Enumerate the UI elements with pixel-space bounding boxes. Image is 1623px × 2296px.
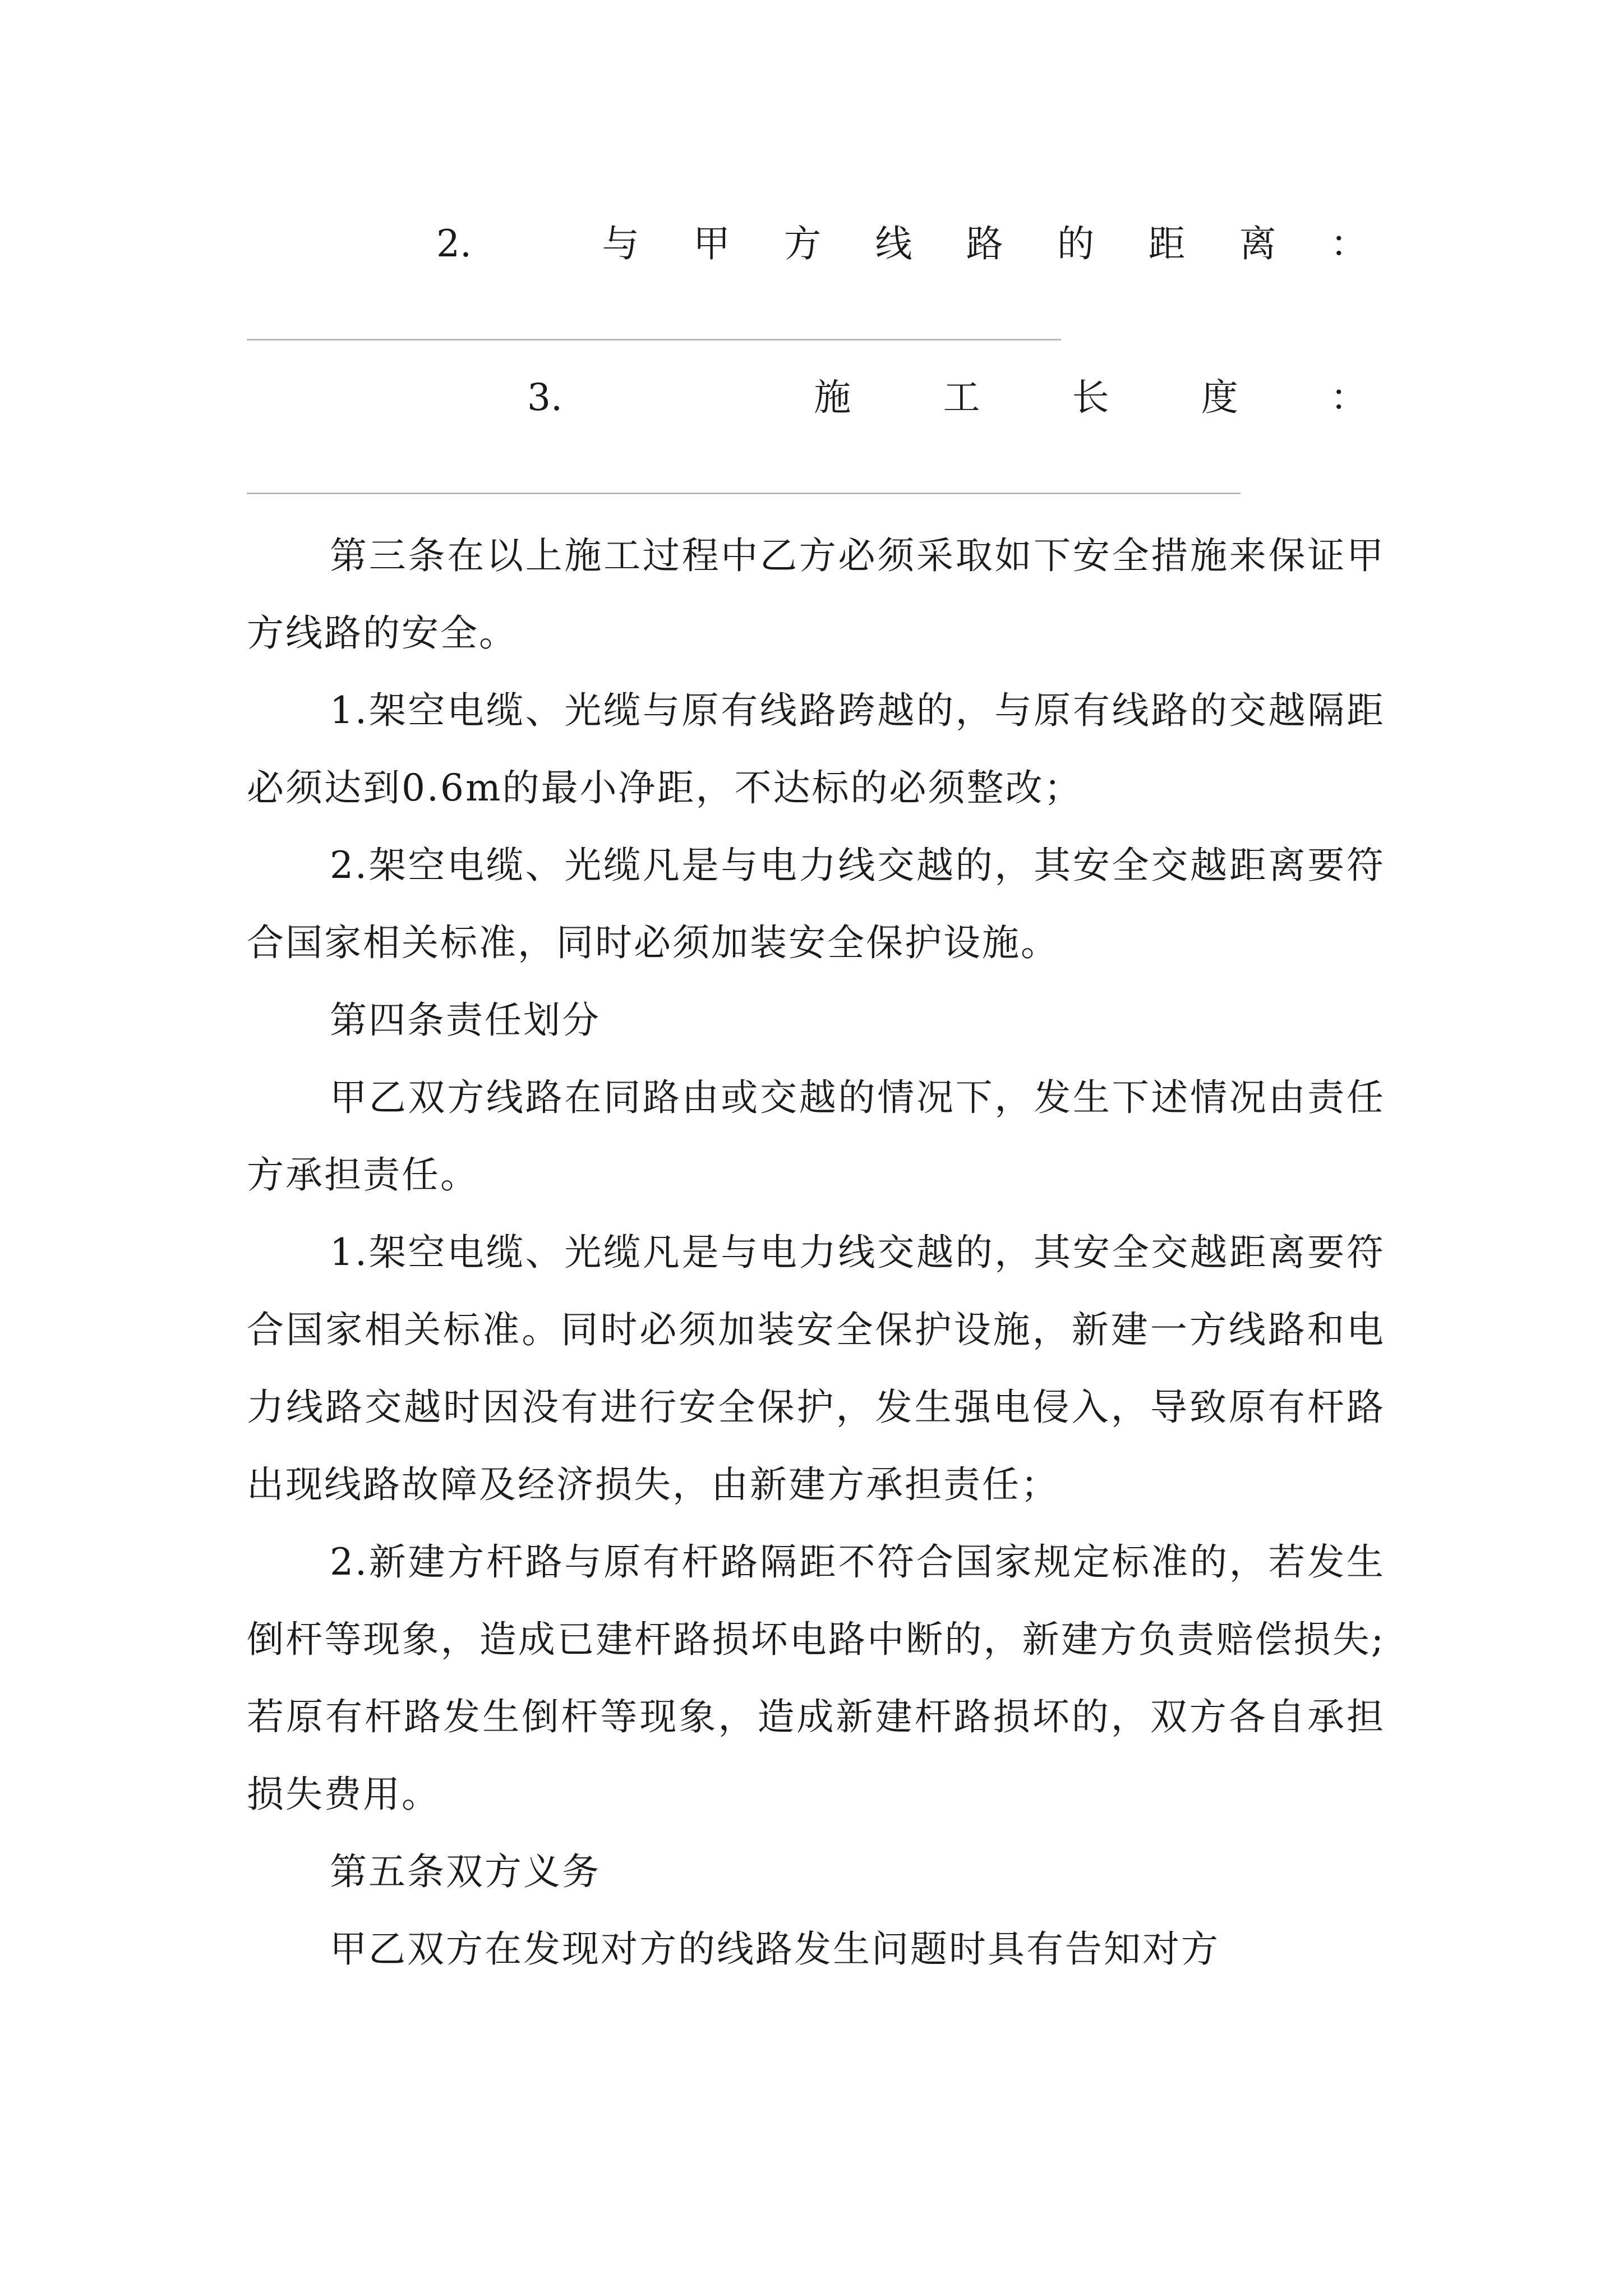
- fill-in-line: [247, 339, 1061, 341]
- article-3-item-1: 1.架空电缆、光缆与原有线路跨越的，与原有线路的交越隔距必须达到0.6m的最小净距，不达标的必须整改；: [247, 689, 1385, 809]
- article-5-heading: 第五条双方义务: [330, 1850, 601, 1893]
- field-char: 路: [966, 222, 1003, 265]
- article-3-paragraph: 第三条在以上施工过程中乙方必须采取如下安全措施来保证甲方线路的安全。: [247, 534, 1385, 655]
- field-char: 施: [814, 376, 851, 419]
- field-char: 长: [1072, 376, 1109, 419]
- field-colon: ：: [1330, 376, 1367, 419]
- field-char: 方: [784, 222, 822, 265]
- article-4-heading: 第四条责任划分: [330, 999, 601, 1042]
- article-4-item-2: 2.新建方杆路与原有杆路隔距不符合国家规定标准的，若发生倒杆等现象，造成已建杆路损坏电路中断的，新建方负责赔偿损失;若原有杆路发生倒杆等现象，造成新建杆路损坏的，双方各自承担损失费用。: [247, 1540, 1385, 1816]
- field-char: 工: [943, 376, 980, 419]
- field-number: 3.: [527, 376, 562, 419]
- field-char: 与: [602, 222, 639, 265]
- field-colon: ：: [1330, 222, 1367, 265]
- body-text: [247, 517, 1385, 1988]
- field-char: 的: [1057, 222, 1095, 265]
- field-char: 线: [875, 222, 912, 265]
- fill-in-line: [247, 493, 1241, 494]
- field-length-row: [527, 376, 1367, 419]
- field-char: 甲: [693, 222, 730, 265]
- article-3-item-2: 2.架空电缆、光缆凡是与电力线交越的，其安全交越距离要符合国家相关标准，同时必须加装安全保护设施。: [247, 844, 1385, 964]
- article-4-item-1: 1.架空电缆、光缆凡是与电力线交越的，其安全交越距离要符合国家相关标准。同时必须加装安全保护设施，新建一方线路和电力线路交越时因没有进行安全保护，发生强电侵入，导致原有杆路出现线路故障及经济损失，由新建方承担责任；: [247, 1231, 1385, 1506]
- article-4-intro: 甲乙双方线路在同路由或交越的情况下，发生下述情况由责任方承担责任。: [247, 1076, 1385, 1197]
- field-number: 2.: [436, 222, 472, 265]
- field-char: 离: [1239, 222, 1276, 265]
- field-distance-row: [436, 222, 1367, 265]
- field-char: 度: [1201, 376, 1238, 419]
- article-5-paragraph: 甲乙双方在发现对方的线路发生问题时具有告知对方: [330, 1927, 1220, 1971]
- field-char: 距: [1148, 222, 1186, 265]
